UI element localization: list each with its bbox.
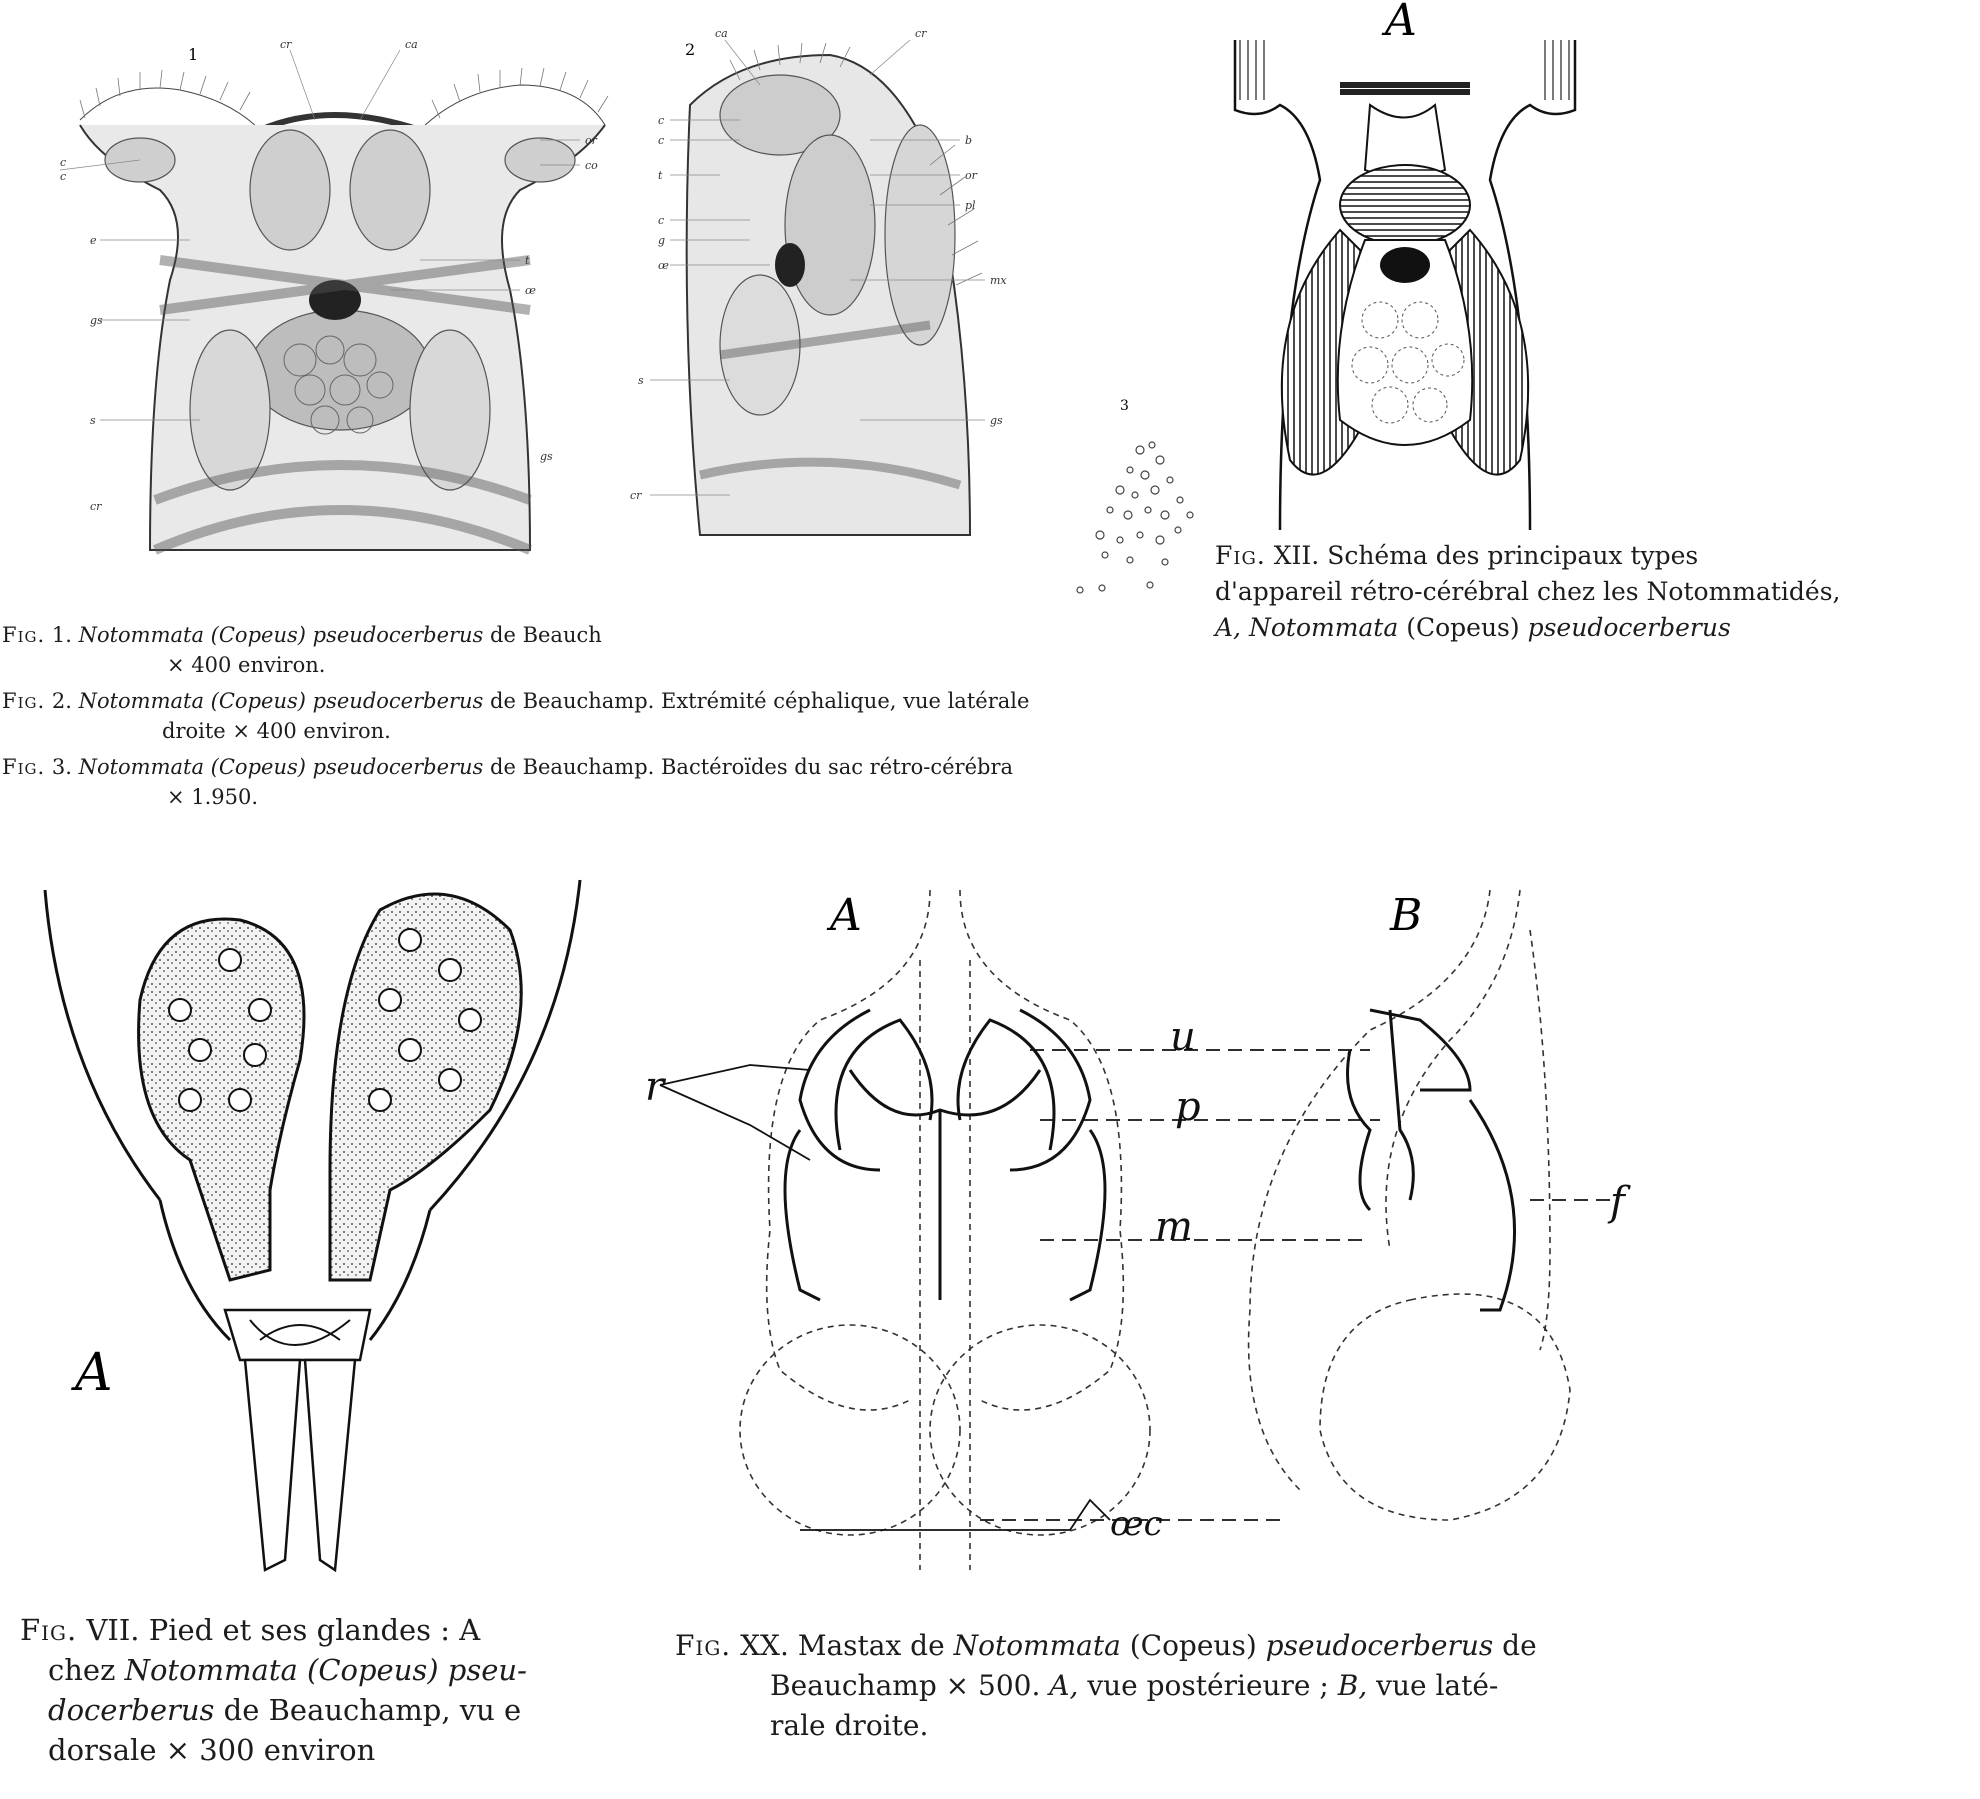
figVII-caption-l4: dorsale × 300 environ (48, 1733, 376, 1767)
figVII-caption-l2-pre: chez (48, 1653, 116, 1687)
svg-text:or: or (965, 169, 977, 182)
caption-fig3-num: 3. (51, 755, 72, 779)
figXX-letter-a: A (830, 890, 862, 941)
svg-text:c: c (658, 134, 665, 147)
svg-text:cr: cr (915, 27, 927, 40)
figXX-caption-l2-b-text: vue laté- (1376, 1669, 1499, 1702)
figXII-caption-line3-prefix: A, (1215, 613, 1242, 642)
figXII-caption-line1: Schéma des principaux types (1327, 541, 1699, 570)
figXX-caption-num: XX. (740, 1629, 789, 1662)
figXX-caption (675, 1626, 1537, 1746)
svg-text:or: or (585, 134, 597, 147)
figXX-caption-l3: rale droite. (770, 1709, 929, 1742)
caption-fig3-genus: Notommata (78, 755, 204, 779)
label-u: u (1170, 1014, 1196, 1060)
gland-a-left (740, 1325, 960, 1535)
figXX-caption-l1-pre: Mastax de (797, 1629, 945, 1662)
figVII-caption-l1: Pied et ses glandes : A (148, 1613, 481, 1647)
svg-text:mx: mx (990, 274, 1007, 287)
caption-fig2-species: pseudocerberus (312, 689, 484, 713)
foot-gland-left (139, 919, 304, 1280)
svg-text:g: g (658, 234, 666, 247)
svg-text:gs: gs (990, 414, 1003, 427)
svg-text:cr: cr (90, 500, 102, 513)
figVII-caption-l3-sp: docerberus (48, 1693, 215, 1727)
fig1-illustration (60, 30, 620, 580)
figXX-caption-l1-sp: pseudocerberus (1265, 1629, 1494, 1662)
svg-text:œ: œ (658, 259, 669, 272)
caption-fig2-line2: droite × 400 environ. (162, 719, 391, 743)
figVII-illustration (30, 870, 590, 1610)
svg-text:c: c (658, 114, 665, 127)
fig1-number: 1 (188, 45, 199, 64)
toe-right (305, 1360, 355, 1570)
caption-fig1-fig: Fig. (2, 623, 46, 647)
svg-text:e: e (90, 234, 97, 247)
figXII-illustration (1220, 0, 1980, 540)
figXII-caption-line3-genus: Notommata (1248, 613, 1399, 642)
figXX-caption-l2-b: B, (1337, 1669, 1368, 1702)
top-captions (2, 620, 1029, 812)
svg-text:t: t (525, 254, 530, 267)
caption-fig1 (2, 620, 1029, 680)
caption-fig2-sub: (Copeus) (210, 689, 306, 713)
figXII-caption-num: XII. (1273, 541, 1320, 570)
figVII-caption (20, 1610, 527, 1770)
figXX-caption-l1-genus: Notommata (953, 1629, 1121, 1662)
caption-fig3-line2: × 1.950. (167, 785, 259, 809)
caption-fig1-line2: × 400 environ. (167, 653, 326, 677)
svg-text:ca: ca (405, 38, 418, 51)
svg-text:cr: cr (280, 38, 292, 51)
caption-fig2 (2, 686, 1029, 746)
svg-text:c: c (60, 156, 67, 169)
caption-fig3-sub: (Copeus) (210, 755, 306, 779)
label-f: f (1610, 1179, 1625, 1225)
svg-text:c: c (60, 170, 67, 183)
figVII-caption-num: VII. (86, 1613, 140, 1647)
caption-fig3 (2, 752, 1029, 812)
svg-text:gs: gs (540, 450, 553, 463)
caption-fig1-species: pseudocerberus (312, 623, 484, 647)
figVII-caption-fig: Fig. (20, 1613, 78, 1647)
fig3-illustration (1060, 390, 1220, 610)
fig2-number: 2 (685, 40, 696, 59)
svg-text:ca: ca (715, 27, 728, 40)
label-oec: œc (1110, 1504, 1163, 1544)
caption-fig3-fig: Fig. (2, 755, 46, 779)
figXII-caption-line3-sub: (Copeus) (1406, 613, 1520, 642)
label-m: m (1155, 1204, 1193, 1250)
figVII-caption-l3-rest: de Beauchamp, vu e (223, 1693, 522, 1727)
figXX-caption-l2-a: A, (1049, 1669, 1079, 1702)
svg-text:s: s (90, 414, 96, 427)
figXII-caption-line3-species: pseudocerberus (1527, 613, 1731, 642)
figXX-caption-fig: Fig. (675, 1629, 732, 1662)
figXII-caption-fig: Fig. (1215, 541, 1266, 570)
figXII-caption-line2: d'appareil rétro-cérébral chez les Notommatidés, (1215, 577, 1841, 606)
svg-text:t: t (658, 169, 663, 182)
retro-cerebral-spot-lateral (775, 243, 805, 287)
fig2-illustration (630, 25, 1060, 545)
caption-fig1-rest: de Beauch (490, 623, 602, 647)
fig3-number: 3 (1120, 398, 1129, 414)
caption-fig3-species: pseudocerberus (312, 755, 484, 779)
svg-text:cr: cr (630, 489, 642, 502)
figVII-caption-l2-sub: (Copeus) (307, 1653, 439, 1687)
label-p: p (1175, 1084, 1201, 1130)
svg-text:œ: œ (525, 284, 536, 297)
caption-fig1-sub: (Copeus) (210, 623, 306, 647)
figXX-illustration (645, 870, 1650, 1590)
figXX-caption-l2: Beauchamp × 500. (770, 1669, 1041, 1702)
figXX-caption-l1-sub: (Copeus) (1129, 1629, 1257, 1662)
figXII-letter: A (1385, 0, 1417, 46)
svg-text:b: b (965, 134, 973, 147)
caption-fig2-fig: Fig. (2, 689, 46, 713)
figVII-caption-l2-genus: Notommata (124, 1653, 298, 1687)
svg-text:co: co (585, 159, 598, 172)
caption-fig1-num: 1. (51, 623, 72, 647)
svg-text:s: s (638, 374, 644, 387)
figVII-letter: A (75, 1343, 113, 1403)
label-r: r (645, 1064, 665, 1110)
caption-fig2-rest: de Beauchamp. Extrémité céphalique, vue latérale (490, 689, 1030, 713)
figXX-caption-l1-post: de (1502, 1629, 1537, 1662)
svg-text:gs: gs (90, 314, 103, 327)
figVII-caption-l2-sp: pseu- (447, 1653, 527, 1687)
svg-text:pl: pl (965, 199, 976, 212)
gland-b (1320, 1294, 1570, 1520)
caption-fig3-rest: de Beauchamp. Bactéroïdes du sac rétro-cérébra (490, 755, 1014, 779)
figXX-letter-b: B (1390, 890, 1423, 941)
caption-fig1-genus: Notommata (78, 623, 204, 647)
toe-left (245, 1360, 300, 1570)
svg-text:c: c (658, 214, 665, 227)
figXX-caption-l2-a-text: vue postérieure ; (1087, 1669, 1329, 1702)
caption-fig2-num: 2. (51, 689, 72, 713)
figXII-caption (1215, 538, 1841, 646)
brain (1340, 165, 1470, 245)
corona-cilia (80, 85, 605, 130)
caption-fig2-genus: Notommata (78, 689, 204, 713)
